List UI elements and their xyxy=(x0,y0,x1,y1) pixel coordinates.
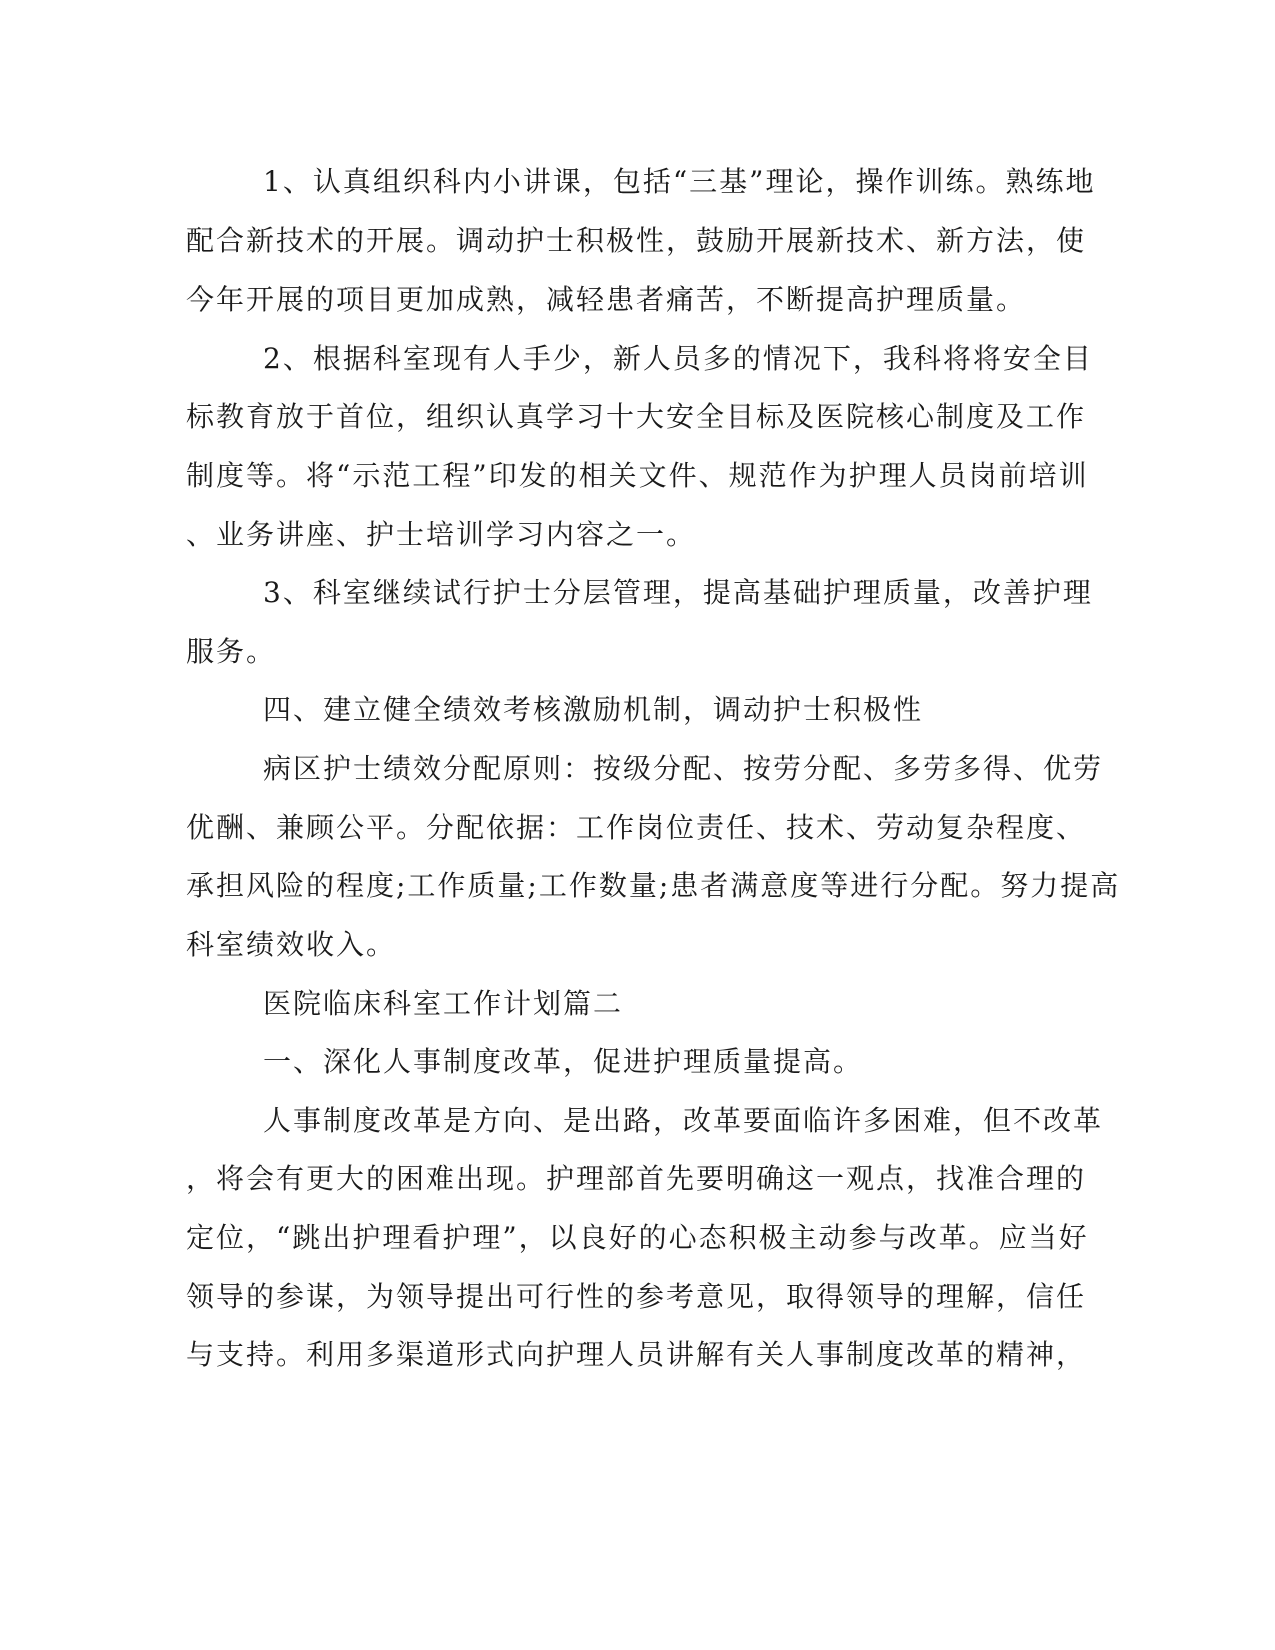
paragraph-4-line-1: 病区护士绩效分配原则：按级分配、按劳分配、多劳多得、优劳 xyxy=(263,752,1104,785)
paragraph-2-line-3: 制度等。将“示范工程”印发的相关文件、规范作为护理人员岗前培训 xyxy=(186,459,1089,492)
paragraph-1-line-2: 配合新技术的开展。调动护士积极性，鼓励开展新技术、新方法，使 xyxy=(186,224,1087,257)
paragraph-5-line-5: 与支持。利用多渠道形式向护理人员讲解有关人事制度改革的精神， xyxy=(186,1338,1087,1371)
paragraph-4-line-3: 承担风险的程度;工作质量;工作数量;患者满意度等进行分配。努力提高 xyxy=(186,869,1121,902)
section-heading-1: 一、深化人事制度改革，促进护理质量提高。 xyxy=(263,1045,864,1078)
section-heading-4: 四、建立健全绩效考核激励机制，调动护士积极性 xyxy=(263,693,924,726)
paragraph-5-line-4: 领导的参谋，为领导提出可行性的参考意见，取得领导的理解，信任 xyxy=(186,1280,1087,1313)
paragraph-5-line-1: 人事制度改革是方向、是出路，改革要面临许多困难，但不改革 xyxy=(263,1104,1104,1137)
paragraph-5-line-3: 定位，“跳出护理看护理”，以良好的心态积极主动参与改革。应当好 xyxy=(186,1221,1089,1254)
paragraph-2-line-1: 2、根据科室现有人手少，新人员多的情况下，我科将将安全目 xyxy=(263,342,1093,375)
paragraph-3-line-2: 服务。 xyxy=(186,635,277,668)
paragraph-3-line-1: 3、科室继续试行护士分层管理，提高基础护理质量，改善护理 xyxy=(263,576,1093,609)
chapter-title: 医院临床科室工作计划篇二 xyxy=(263,987,624,1020)
paragraph-2-line-2: 标教育放于首位，组织认真学习十大安全目标及医院核心制度及工作 xyxy=(186,400,1087,433)
paragraph-1-line-1: 1、认真组织科内小讲课，包括“三基”理论，操作训练。熟练地 xyxy=(263,165,1096,198)
paragraph-5-line-2: ，将会有更大的困难出现。护理部首先要明确这一观点，找准合理的 xyxy=(186,1162,1087,1195)
paragraph-4-line-2: 优酬、兼顾公平。分配依据：工作岗位责任、技术、劳动复杂程度、 xyxy=(186,811,1087,844)
paragraph-1-line-3: 今年开展的项目更加成熟，减轻患者痛苦，不断提高护理质量。 xyxy=(186,283,1027,316)
paragraph-2-line-4: 、业务讲座、护士培训学习内容之一。 xyxy=(186,518,697,551)
paragraph-4-line-4: 科室绩效收入。 xyxy=(186,928,397,961)
